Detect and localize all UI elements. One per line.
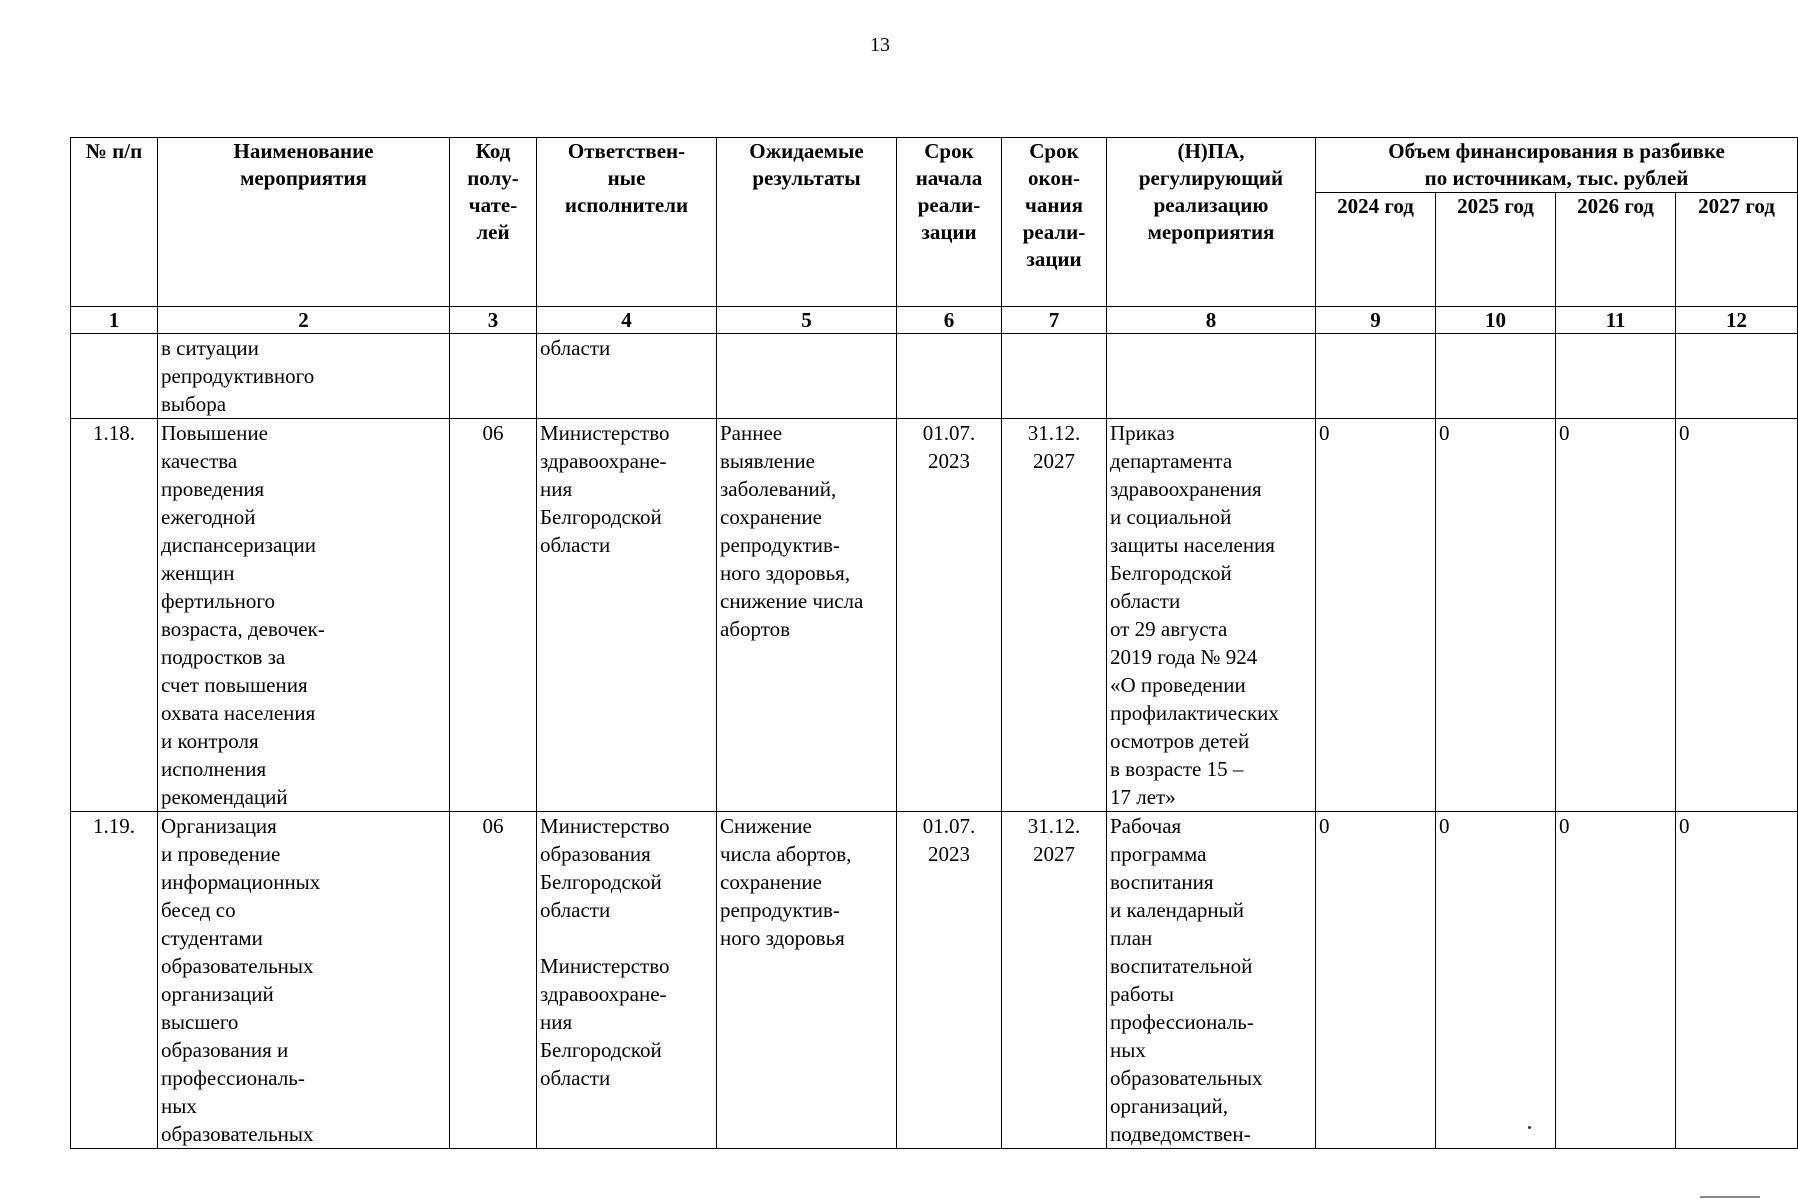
row-start: 01.07. 2023 [897, 812, 1002, 1149]
column-number: 10 [1436, 307, 1556, 334]
row-results: Раннее выявление заболеваний, сохранение репродуктив- ного здоровья, снижение числа абортов [717, 419, 897, 812]
header-npa: (Н)ПА, регулирующий реализацию мероприятия [1107, 138, 1316, 307]
row-responsible: области [537, 334, 717, 419]
scan-dot [1528, 1126, 1531, 1129]
row-responsible: Министерство здравоохране- ния Белгородской области [537, 419, 717, 812]
row-funding-2025 [1436, 334, 1556, 419]
table-row [71, 334, 1798, 419]
row-results [717, 334, 897, 419]
header-year-2025: 2025 год [1436, 193, 1556, 307]
header-year-2027: 2027 год [1676, 193, 1798, 307]
column-number: 3 [450, 307, 537, 334]
header-responsible: Ответствен- ные исполнители [537, 138, 717, 307]
row-npa: Рабочая программа воспитания и календарный план воспитательной работы профессиональ- ных образовательных организаций, подведомствен- [1107, 812, 1316, 1149]
row-name: в ситуации репродуктивного выбора [158, 334, 450, 419]
row-funding-2025: 0 [1436, 812, 1556, 1149]
activities-table [70, 137, 1798, 1149]
column-number: 6 [897, 307, 1002, 334]
table-row [71, 419, 1798, 812]
row-code: 06 [450, 812, 537, 1149]
header-funding: Объем финансирования в разбивке по источникам, тыс. рублей [1316, 138, 1798, 193]
row-num: 1.18. [71, 419, 158, 812]
row-num: 1.19. [71, 812, 158, 1149]
row-funding-2025: 0 [1436, 419, 1556, 812]
row-results: Снижение числа абортов, сохранение репродуктив- ного здоровья [717, 812, 897, 1149]
row-funding-2024: 0 [1316, 419, 1436, 812]
row-end: 31.12. 2027 [1002, 419, 1107, 812]
column-number: 1 [71, 307, 158, 334]
column-number: 2 [158, 307, 450, 334]
row-funding-2027: 0 [1676, 419, 1798, 812]
row-responsible: Министерство образования Белгородской области Министерство здравоохране- ния Белгородской области [537, 812, 717, 1149]
row-funding-2026: 0 [1556, 419, 1676, 812]
row-end: 31.12. 2027 [1002, 812, 1107, 1149]
column-number: 5 [717, 307, 897, 334]
column-number: 11 [1556, 307, 1676, 334]
column-number: 12 [1676, 307, 1798, 334]
header-results: Ожидаемые результаты [717, 138, 897, 307]
header-num: № п/п [71, 138, 158, 307]
row-npa [1107, 334, 1316, 419]
header-start: Срок начала реали- зации [897, 138, 1002, 307]
row-funding-2026: 0 [1556, 812, 1676, 1149]
column-numbers-row [71, 307, 1798, 334]
row-code [450, 334, 537, 419]
row-end [1002, 334, 1107, 419]
header-year-2024: 2024 год [1316, 193, 1436, 307]
row-name: Организация и проведение информационных бесед со студентами образовательных организаций высшего образования и профессиональ- ных образовательных [158, 812, 450, 1149]
row-funding-2026 [1556, 334, 1676, 419]
header-year-2026: 2026 год [1556, 193, 1676, 307]
header-end: Срок окон- чания реали- зации [1002, 138, 1107, 307]
header-code: Код полу- чате- лей [450, 138, 537, 307]
row-funding-2027 [1676, 334, 1798, 419]
row-code: 06 [450, 419, 537, 812]
column-number: 9 [1316, 307, 1436, 334]
table-row [71, 812, 1798, 1149]
row-name: Повышение качества проведения ежегодной диспансеризации женщин фертильного возраста, девочек- подростков за счет повышения охвата населения и контроля исполнения рекомендаций [158, 419, 450, 812]
row-funding-2024 [1316, 334, 1436, 419]
row-start: 01.07. 2023 [897, 419, 1002, 812]
page-number: 13 [870, 34, 890, 56]
column-number: 7 [1002, 307, 1107, 334]
row-funding-2024: 0 [1316, 812, 1436, 1149]
header-row-1 [71, 138, 1798, 193]
row-npa: Приказ департамента здравоохранения и социальной защиты населения Белгородской области от 29 августа 2019 года № 924 «О проведении профилактических осмотров детей в возрасте 15 – 17 лет» [1107, 419, 1316, 812]
row-funding-2027: 0 [1676, 812, 1798, 1149]
column-number: 8 [1107, 307, 1316, 334]
column-number: 4 [537, 307, 717, 334]
scan-edge-mark [1700, 1196, 1760, 1198]
row-num [71, 334, 158, 419]
row-start [897, 334, 1002, 419]
header-name: Наименование мероприятия [158, 138, 450, 307]
